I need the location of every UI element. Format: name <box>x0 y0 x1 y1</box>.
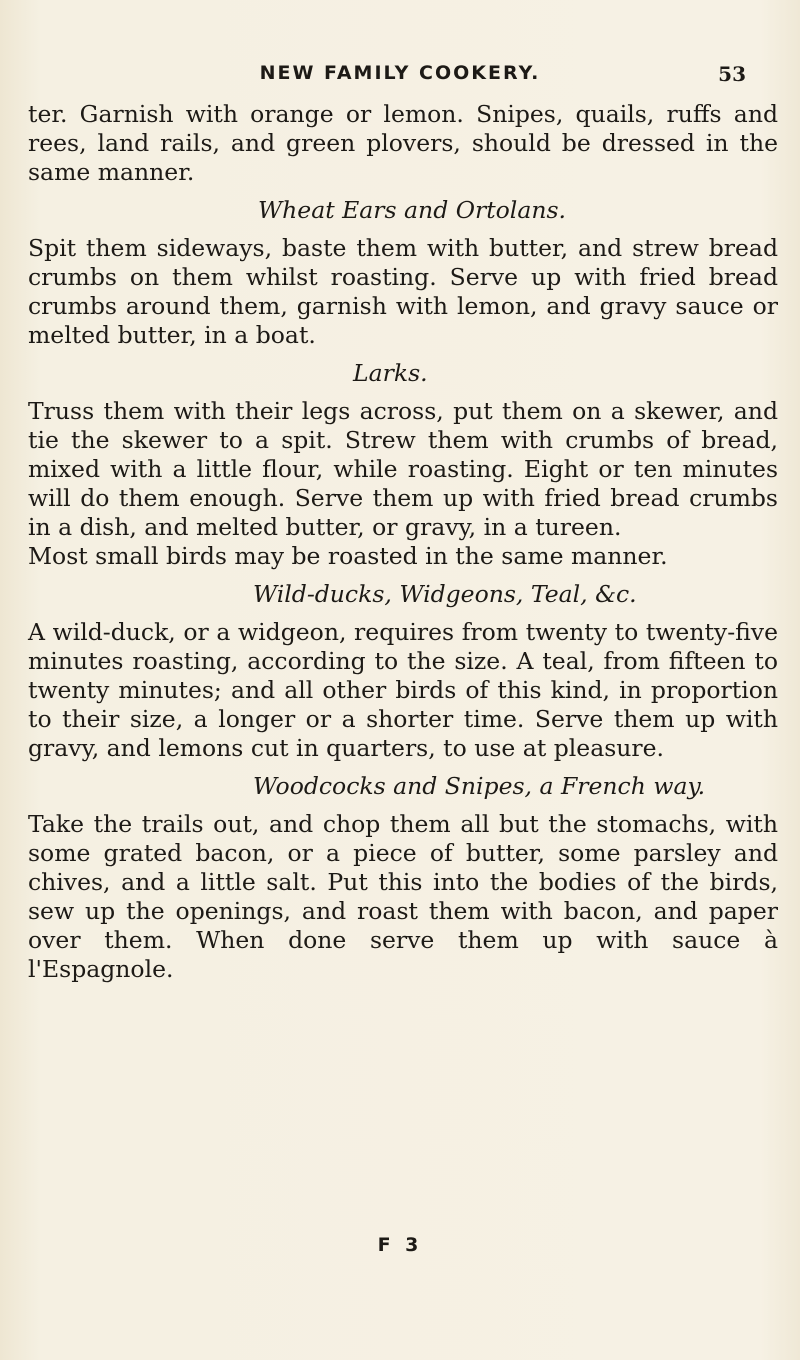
heading-woodcocks: Woodcocks and Snipes, a French way. <box>253 772 706 800</box>
running-head <box>0 62 800 92</box>
body-text <box>28 100 778 984</box>
intro-paragraph: ter. Garnish with orange or lemon. Snipes, quails, ruffs and rees, land rails, and green plovers, should be dressed in the same manner. <box>28 100 778 186</box>
heading-larks: Larks. <box>353 359 428 387</box>
running-title: NEW FAMILY COOKERY. <box>259 62 541 84</box>
larks-note-paragraph: Most small birds may be roasted in the same manner. <box>28 542 668 570</box>
heading-wheat-ears: Wheat Ears and Ortolans. <box>258 196 566 224</box>
signature-mark: F 3 <box>377 1234 423 1256</box>
wheat-ears-paragraph: Spit them sideways, baste them with butter, and strew bread crumbs on them whilst roasting. Serve up with fried bread crumbs around them, garnish with lemon, and gravy sauce or melted butter, in a boat. <box>28 234 778 349</box>
woodcocks-paragraph: Take the trails out, and chop them all but the stomachs, with some grated bacon, or a piece of butter, some parsley and chives, and a little salt. Put this into the bodies of the birds, sew up the openings, and roast them with bacon, and paper over them. When done serve them up with sauce à l'Espagnole. <box>28 810 778 983</box>
heading-wild-ducks: Wild-ducks, Widgeons, Teal, &c. <box>253 580 637 608</box>
wild-ducks-paragraph: A wild-duck, or a widgeon, requires from twenty to twenty-five minutes roasting, according to the size. A teal, from fifteen to twenty minutes; and all other birds of this kind, in proportion to their size, a longer or a shorter time. Serve them up with gravy, and lemons cut in quarters, to use at pleasure. <box>28 618 778 762</box>
larks-paragraph: Truss them with their legs across, put them on a skewer, and tie the skewer to a spit. Strew them with crumbs of bread, mixed with a little flour, while roasting. Eight or ten minutes will do them enough. Serve them up with fried bread crumbs in a dish, and melted butter, or gravy, in a tureen. <box>28 397 778 541</box>
page-number: 53 <box>718 62 746 86</box>
